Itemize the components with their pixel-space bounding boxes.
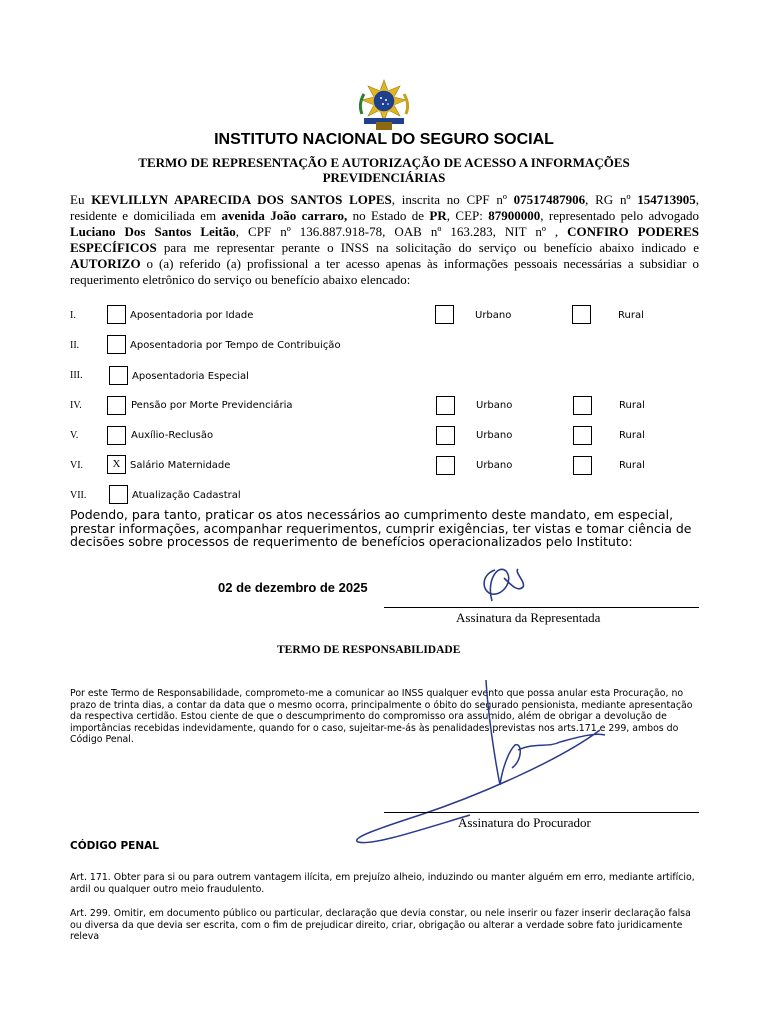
document-date: 02 de dezembro de 2025 [218, 580, 368, 595]
institute-title: INSTITUTO NACIONAL DO SEGURO SOCIAL [214, 131, 554, 148]
urbano-label: Urbano [475, 310, 512, 321]
option-number: VII. [70, 490, 87, 501]
option-checkbox-aposentadoria-especial[interactable] [109, 366, 128, 385]
client-cep: 87900000 [488, 208, 541, 223]
autorizo-text: AUTORIZO [70, 256, 141, 271]
client-rg: 154713905 [637, 192, 696, 207]
powers-paragraph: Podendo, para tanto, praticar os atos necessários ao cumprimento deste mandato, em especial, prestar informações, acompanhar requerimentos, cumprir exigências, ter vistas e tomar ciência de decisões sobre processos de requerimento de benefícios operacionalizados pelo Instituto: [70, 507, 692, 549]
article-171: Art. 171. Obter para si ou para outrem vantagem ilícita, em prejuízo alheio, induzindo ou manter alguém em erro, mediante artifício, ardil ou qualquer outro meio fraudulento. [70, 872, 695, 895]
confiro-text: CONFIRO PODERES ESPECÍFICOS [70, 224, 699, 255]
urbano-label: Urbano [476, 430, 513, 441]
option-label: Aposentadoria por Idade [130, 310, 254, 321]
article-299: Art. 299. Omitir, em documento público ou particular, declaração que devia constar, ou nele inserir ou fazer inserir declaração falsa ou diversa da que devia ser escrita, com o fim de prejudicar direito, criar, obrigação ou alterar a verdade sobre fato juridicamente releva [70, 908, 691, 942]
urbano-checkbox[interactable] [436, 396, 455, 415]
urbano-checkbox[interactable] [435, 305, 454, 324]
rural-checkbox[interactable] [573, 426, 592, 445]
rural-checkbox[interactable] [573, 396, 592, 415]
option-number: V. [70, 430, 79, 441]
option-label: Aposentadoria Especial [132, 371, 249, 382]
intro-paragraph: Eu KEVLILLYN APARECIDA DOS SANTOS LOPES, inscrita no CPF nº 07517487906, RG nº 154713905, residente e domiciliada em avenida João carraro, no Estado de PR, CEP: 87900000, representado pelo advogado Luciano Dos Santos Leitão, CPF nº 136.887.918-78, OAB nº 163.283, NIT nº , CONFIRO PODERES ESPECÍFICOS para me representar perante o INSS na solicitação do serviço ou benefício abaixo indicado e AUTORIZO o (a) referido (a) profissional a ter acesso apenas às informações pessoais necessárias a subsidiar o requerimento eletrônico do serviço ou benefício abaixo elencado: [70, 192, 699, 287]
option-checkbox-pensao-morte[interactable] [107, 396, 126, 415]
urbano-label: Urbano [476, 400, 513, 411]
option-number: III. [70, 370, 83, 381]
rural-label: Rural [618, 310, 644, 321]
rural-checkbox[interactable] [573, 456, 592, 475]
attorney-signature-label: Assinatura do Procurador [458, 815, 591, 830]
rural-label: Rural [619, 460, 645, 471]
option-label: Pensão por Morte Previdenciária [131, 400, 293, 411]
urbano-label: Urbano [476, 460, 513, 471]
client-signature-line [384, 607, 699, 608]
option-checkbox-atualizacao-cadastral[interactable] [109, 485, 128, 504]
penal-code-title: CÓDIGO PENAL [70, 840, 159, 852]
option-number: IV. [70, 400, 82, 411]
attorney-signature-line [384, 812, 699, 813]
option-checkbox-salario-maternidade[interactable]: X [107, 455, 126, 474]
rural-checkbox[interactable] [572, 305, 591, 324]
option-number: VI. [70, 460, 84, 471]
option-number: II. [70, 340, 80, 351]
option-label: Salário Maternidade [130, 460, 231, 471]
client-address: avenida João carraro, [221, 208, 348, 223]
document-subtitle: TERMO DE REPRESENTAÇÃO E AUTORIZAÇÃO DE ACESSO A INFORMAÇÕES PREVIDENCIÁRIAS [138, 155, 630, 185]
responsibility-text: Por este Termo de Responsabilidade, comprometo-me a comunicar ao INSS qualquer evento que possa anular esta Procuração, no prazo de trinta dias, a contar da data que o mesmo ocorra, principalmente o óbito do segurado pensionista, mediante apresentação da respectiva certidão. Estou ciente de que o descumprimento do compromisso ora assumido, além de obrigar a devolução de importâncias recebidas indevidamente, quando for o caso, sujeitar-me-ás às penalidades previstas nos arts.171 e 299, ambos do Código Penal. [70, 688, 693, 745]
option-label: Auxílio-Reclusão [131, 430, 214, 441]
option-label: Atualização Cadastral [132, 490, 241, 501]
lawyer-name: Luciano Dos Santos Leitão [70, 224, 236, 239]
option-checkbox-aposentadoria-idade[interactable] [107, 305, 126, 324]
rural-label: Rural [619, 400, 645, 411]
responsibility-title: TERMO DE RESPONSABILIDADE [277, 644, 461, 656]
client-name: KEVLILLYN APARECIDA DOS SANTOS LOPES [91, 192, 392, 207]
brazil-coat-of-arms-icon [354, 78, 414, 134]
urbano-checkbox[interactable] [436, 426, 455, 445]
option-number: I. [70, 310, 76, 321]
option-checkbox-auxilio-reclusao[interactable] [107, 426, 126, 445]
client-state: PR [429, 208, 447, 223]
urbano-checkbox[interactable] [436, 456, 455, 475]
client-cpf: 07517487906 [513, 192, 586, 207]
client-signature-label: Assinatura da Representada [456, 610, 601, 625]
option-checkbox-aposentadoria-tempo[interactable] [107, 335, 126, 354]
option-label: Aposentadoria por Tempo de Contribuição [130, 340, 341, 351]
rural-label: Rural [619, 430, 645, 441]
